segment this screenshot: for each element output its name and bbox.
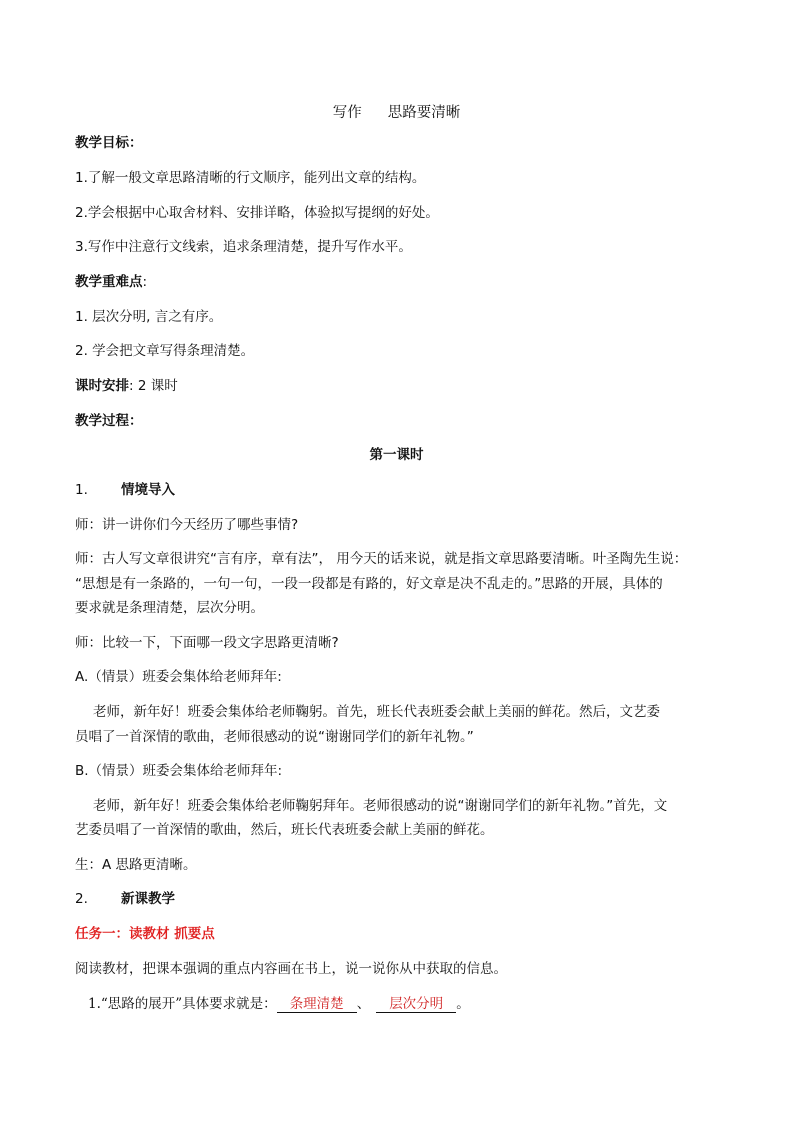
section-2-heading xyxy=(75,890,175,908)
objectives-heading: 教学目标： xyxy=(75,135,143,151)
keypoint-item-2: 2. 学会把文章写得条理清楚。 xyxy=(75,343,255,359)
question-1-end: 。 xyxy=(456,996,470,1012)
question-1-separator: 、 xyxy=(356,996,371,1012)
title-part-1: 写作 xyxy=(332,105,362,121)
paragraph-4: 阅读教材，把课本强调的重点内容画在书上，说一说你从中获取的信息。 xyxy=(75,961,507,977)
keypoint-item-1: 1. 层次分明, 言之有序。 xyxy=(75,309,223,325)
option-a-line-2: 员唱了一首深情的歌曲，老师很感动的说“谢谢同学们的新年礼物。” xyxy=(75,729,474,745)
lesson-title: 第一课时 xyxy=(369,447,424,463)
paragraph-2-line-2: “思想是有一条路的，一句一句，一段一段都是有路的，好文章是决不乱走的。”思路的开展，具体的 xyxy=(75,576,663,592)
keypoints-heading: 教学重难点 xyxy=(75,274,143,290)
option-b-line-2: 艺委员唱了一首深情的歌曲，然后，班长代表班委会献上美丽的鲜花。 xyxy=(75,822,494,838)
section-2-number: 2. xyxy=(75,891,88,907)
schedule-line xyxy=(75,377,178,395)
option-b-line-1: 老师，新年好！班委会集体给老师鞠躬拜年。老师很感动的说“谢谢同学们的新年礼物。”首先，文 xyxy=(93,798,668,814)
keypoints-colon: : xyxy=(142,274,148,290)
question-1-blank-2: 层次分明 xyxy=(376,996,456,1013)
section-1-number: 1. xyxy=(75,482,88,498)
question-1 xyxy=(88,995,470,1013)
paragraph-1: 师：讲一讲你们今天经历了哪些事情? xyxy=(75,517,299,533)
task-1-heading: 任务一：读教材 抓要点 xyxy=(75,926,215,942)
option-a-line-1: 老师，新年好！班委会集体给老师鞠躬。首先，班长代表班委会献上美丽的鲜花。然后，文艺委 xyxy=(93,704,660,720)
keypoints-heading-line xyxy=(75,273,147,291)
paragraph-2-line-1: 师：古人写文章很讲究“言有序，章有法”， 用今天的话来说，就是指文章思路要清晰。叶圣陶先生说： xyxy=(75,551,688,567)
student-answer: 生：A 思路更清晰。 xyxy=(75,857,197,873)
option-b-label: B.（情景）班委会集体给老师拜年: xyxy=(75,763,283,779)
option-a-label: A.（情景）班委会集体给老师拜年: xyxy=(75,669,282,685)
schedule-value: : 2 课时 xyxy=(129,378,178,394)
section-2-title: 新课教学 xyxy=(121,891,175,907)
section-1-title: 情境导入 xyxy=(121,482,175,498)
section-1-heading xyxy=(75,481,175,499)
objective-item-3: 3.写作中注意行文线索，追求条理清楚，提升写作水平。 xyxy=(75,239,412,255)
page-title xyxy=(0,101,793,122)
schedule-label: 课时安排 xyxy=(75,378,129,394)
objective-item-2: 2.学会根据中心取舍材料、安排详略，体验拟写提纲的好处。 xyxy=(75,205,439,221)
objective-item-1: 1.了解一般文章思路清晰的行文顺序，能列出文章的结构。 xyxy=(75,170,426,186)
paragraph-2-line-3: 要求就是条理清楚，层次分明。 xyxy=(75,600,264,616)
process-heading: 教学过程： xyxy=(75,413,143,429)
title-part-2: 思路要清晰 xyxy=(387,105,461,121)
paragraph-3: 师：比较一下，下面哪一段文字思路更清晰? xyxy=(75,635,339,651)
question-1-prefix: 1.“思路的展开”具体要求就是： xyxy=(88,996,277,1012)
question-1-blank-1: 条理清楚 xyxy=(277,996,357,1013)
